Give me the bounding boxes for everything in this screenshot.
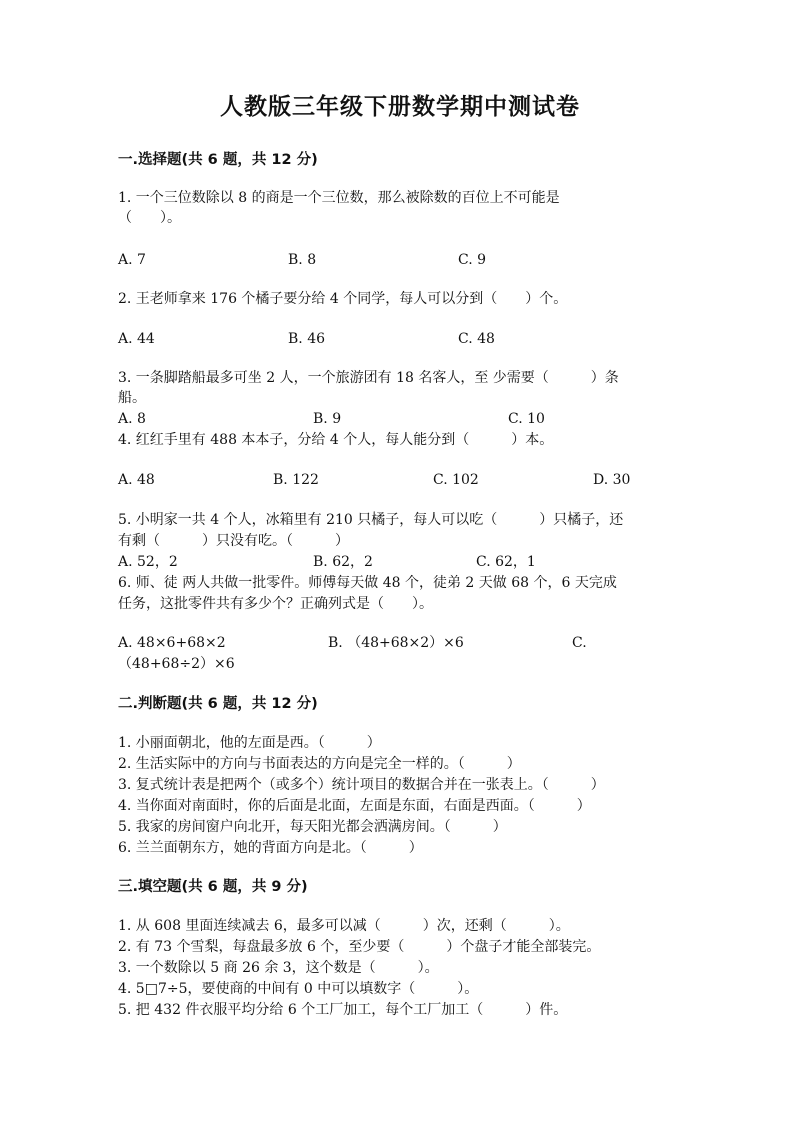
question-1-option-a: A. 7 [118,252,146,268]
question-2-option-a: A. 44 [118,331,155,347]
question-3-option-b: B. 9 [313,411,342,427]
question-5-option-b: B. 62，2 [313,554,373,570]
question-6-option-b: B. （48+68×2）×6 [328,635,464,651]
question-6-line-2: 任务，这批零件共有多少个？正确列式是（ ）。 [118,596,433,612]
question-1-option-b: B. 8 [288,252,317,268]
question-4-option-d: D. 30 [593,472,631,488]
judgment-item: 4. 当你面对南面时，你的后面是北面，左面是东面，右面是西面。（ ） [118,798,591,814]
question-5-option-c: C. 62，1 [476,554,536,570]
question-3-line-2: 船。 [118,390,146,406]
question-3-option-a: A. 8 [118,411,146,427]
question-1-option-c: C. 9 [458,252,487,268]
question-6-option-c: C. [572,635,587,651]
question-1-line-1: 1. 一个三位数除以 8 的商是一个三位数，那么被除数的百位上不可能是 [118,190,560,206]
fill-blank-item: 1. 从 608 里面连续减去 6，最多可以减（ ）次，还剩（ ）。 [118,918,570,934]
section-header-judgment: 二.判断题(共 6 题，共 12 分) [118,696,318,712]
judgment-item: 1. 小丽面朝北，他的左面是西。（ ） [118,735,381,751]
section-header-choice: 一.选择题(共 6 题，共 12 分) [118,152,318,168]
question-5-option-a: A. 52，2 [118,554,178,570]
judgment-item: 3. 复式统计表是把两个（或多个）统计项目的数据合并在一张表上。（ ） [118,777,605,793]
fill-blank-item: 3. 一个数除以 5 商 26 余 3，这个数是（ ）。 [118,960,439,976]
page-title: 人教版三年级下册数学期中测试卷 [220,94,580,120]
question-4-option-c: C. 102 [433,472,479,488]
judgment-item: 6. 兰兰面朝东方，她的背面方向是北。（ ） [118,840,423,856]
question-5-line-1: 5. 小明家一共 4 个人，冰箱里有 210 只橘子，每人可以吃（ ）只橘子，还 [118,512,624,528]
question-2-option-c: C. 48 [458,331,495,347]
fill-blank-item: 5. 把 432 件衣服平均分给 6 个工厂加工，每个工厂加工（ ）件。 [118,1002,568,1018]
question-2-option-b: B. 46 [288,331,326,347]
question-3-line-1: 3. 一条脚踏船最多可坐 2 人，一个旅游团有 18 名客人，至 少需要（ ）条 [118,370,619,386]
question-6-option-c-text: （48+68÷2）×6 [118,656,235,672]
fill-blank-item: 2. 有 73 个雪梨，每盘最多放 6 个，至少要（ ）个盘子才能全部装完。 [118,939,601,955]
question-4-option-b: B. 122 [273,472,319,488]
question-5-line-2: 有剩（ ）只没有吃。（ ） [118,533,349,549]
question-4-option-a: A. 48 [118,472,155,488]
question-6-line-1: 6. 师、徒 两人共做一批零件。师傅每天做 48 个，徒弟 2 天做 68 个，6 天完成 [118,575,617,591]
judgment-item: 2. 生活实际中的方向与书面表达的方向是完全一样的。（ ） [118,756,521,772]
judgment-item: 5. 我家的房间窗户向北开，每天阳光都会洒满房间。（ ） [118,819,507,835]
fill-blank-item: 4. 5□7÷5，要使商的中间有 0 中可以填数字（ ）。 [118,981,479,997]
question-3-option-c: C. 10 [508,411,545,427]
question-4-line-1: 4. 红红手里有 488 本本子，分给 4 个人，每人能分到（ ）本。 [118,432,554,448]
question-2-line-1: 2. 王老师拿来 176 个橘子要分给 4 个同学，每人可以分到（ ）个。 [118,291,568,307]
question-6-option-a: A. 48×6+68×2 [118,635,226,651]
section-header-fill-blank: 三.填空题(共 6 题，共 9 分) [118,879,308,895]
question-1-line-2: （ ）。 [118,210,181,226]
